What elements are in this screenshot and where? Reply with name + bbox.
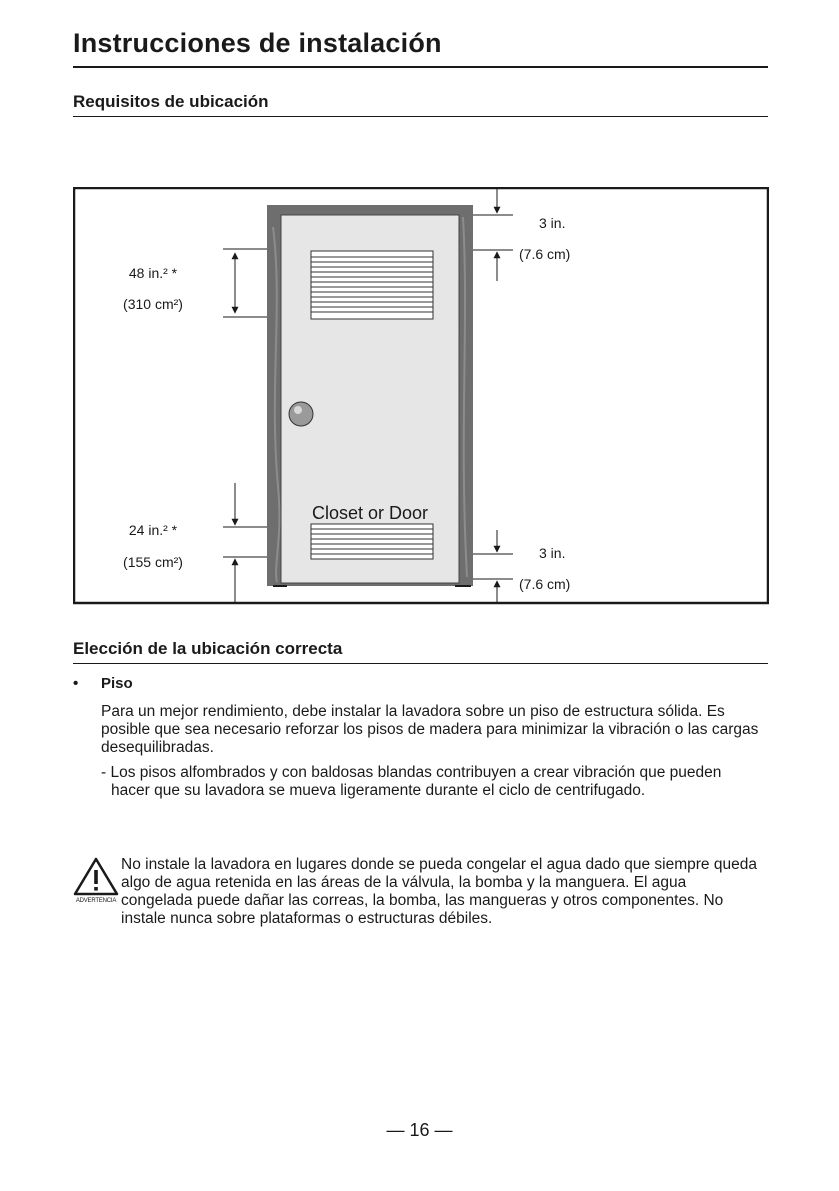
warning-text: No instale la lavadora en lugares donde se pueda congelar el agua dado que siempre queda algo de agua retenida en las áreas de la válvula, la bomba y la manguera. El agua congelada puede dañar las correas, la bomba, las mangueras y otros componentes. No instale nunca sobre plataformas o estructuras débiles.: [121, 856, 757, 927]
top-louver-vent: [311, 251, 433, 319]
door-knob: [289, 402, 313, 426]
top-clearance-label: 3 in.: [539, 215, 566, 231]
bottom-vent-area-metric-label: (155 cm²): [123, 554, 183, 570]
warning-label: ADVERTENCIA: [75, 898, 117, 904]
door-label: Closet or Door: [311, 503, 429, 523]
section-heading-requisitos: Requisitos de ubicación: [73, 92, 269, 111]
bottom-louver-vent: [311, 524, 433, 559]
bottom-vent-area-label: 24 in.² *: [128, 522, 178, 538]
bottom-clearance-metric-label: (7.6 cm): [519, 576, 571, 592]
top-vent-area-metric-label: (310 cm²): [123, 296, 183, 312]
warning-triangle-icon: [72, 856, 120, 901]
bullet-title: Piso: [101, 675, 133, 692]
top-clearance-metric-label: (7.6 cm): [519, 246, 571, 262]
ventilation-diagram: [73, 187, 769, 605]
title-rule: [73, 66, 768, 68]
page-number: — 16 —: [386, 1120, 453, 1140]
section-rule: [73, 116, 768, 117]
page-title: Instrucciones de instalación: [73, 28, 442, 58]
top-vent-area-label: 48 in.² *: [128, 265, 178, 281]
piso-dash-item: - Los pisos alfombrados y con baldosas blandas contribuyen a crear vibración que pueden hacer que su lavadora se mueva ligeramente durante el ciclo de centrifugado.: [101, 764, 722, 799]
section-heading-eleccion: Elección de la ubicación correcta: [73, 639, 343, 658]
bullet-piso: [73, 675, 133, 692]
bottom-clearance-label: 3 in.: [539, 545, 566, 561]
section-rule: [73, 663, 768, 664]
bullet-marker: •: [73, 675, 79, 692]
piso-paragraph: Para un mejor rendimiento, debe instalar la lavadora sobre un piso de estructura sólida. Es posible que sea necesario reforzar los pisos de madera para minimizar la vibración o las cargas desequilibradas.: [101, 703, 759, 756]
